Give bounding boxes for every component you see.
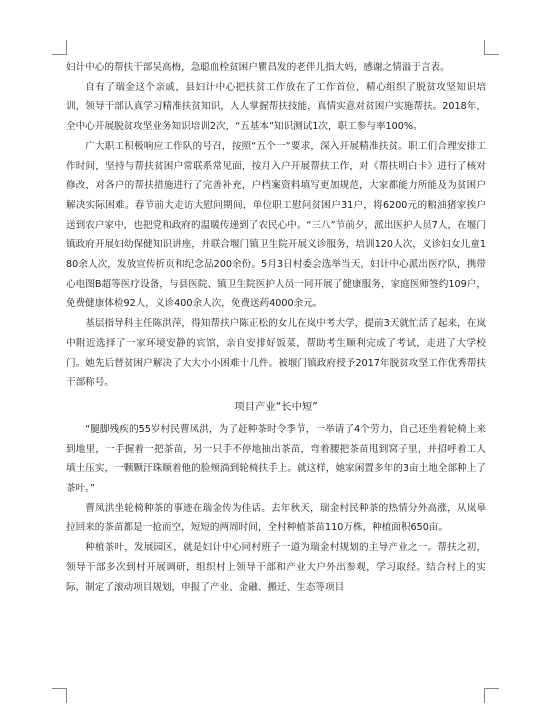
page-corner-mark-bottom-left bbox=[52, 688, 67, 703]
paragraph-training: 自有了瑞金这个亲戚，县妇计中心把扶贫工作放在了工作首位，精心组织了脱贫攻坚知识培训，领导干部认真学习精准扶贫知识，人人掌握帮扶技能，真情实意对贫困户实施帮扶。2018年，全中心开展脱贫攻坚业务知识培训2次，“五基本”知识测试1次，职工参与率100%。 bbox=[66, 81, 486, 133]
paragraph-exam-support: 基层指导科主任陈洪萍，得知帮扶户陈正松的女儿在岚中考大学，提前3天就忙活了起来，在岚中附近选择了一家环境安静的宾馆，亲自安排好饭菜，帮助考生顺利完成了考试，走进了大学校门。她先后替贫困户解决了大大小小困难十几件。被堰门镇政府授予2017年脱贫攻坚工作优秀帮扶干部称号。 bbox=[66, 318, 486, 389]
page-corner-mark-top-left bbox=[52, 40, 67, 55]
section-heading: 项目产业“长中短” bbox=[234, 400, 318, 413]
page-corner-mark-bottom-right bbox=[484, 688, 499, 703]
document-body bbox=[66, 58, 486, 708]
paragraph-continued: 妇计中心的帮扶干部吴高梅，急聪血栓贫困户瞿昌发的老伴儿指大妈，感谢之情溢于言表。 bbox=[66, 62, 450, 73]
page-corner-mark-top-right bbox=[484, 40, 499, 55]
paragraph-quote: “腿脚残疾的55岁村民曹凤洪，为了赶种茶时令季节，一举请了4个劳力，自己还坐着轮椅上来到地里，一手握着一把茶苗，另一只手不停地抽出茶苗，弯着腰把茶苗甩到窝子里，并招呼着工人填土压实，一颗颗汗珠顺着他的脸颊淌到轮椅扶手上。就这样，她家闲置多年的3亩土地全部种上了茶叶。” bbox=[66, 423, 486, 495]
paragraph-industry-plan: 种植茶叶，发展园区，就是妇计中心同村班子一道为瑞金村规划的主导产业之一。帮扶之初，领导干部多次到村开展调研，组织村上领导干部和产业大户外出参观，学习取经。结合村上的实际，制定了滚动项目规划，申报了产业、金融、搬迁、生态等项目 bbox=[66, 542, 486, 593]
paragraph-staff-action: 广大职工积极响应工作队的号召，按照“五个一”要求，深入开展精准扶贫。职工们合理安排工作时间，坚持与帮扶贫困户常联系常见面，按月入户开展帮扶工作，对《帮扶明白卡》进行了核对修改，对各户的帮扶措施进行了完善补充，户档案资料填写更加规范，大家都能力所能及为贫困户解决实际困难。春节前大走访大慰问期间，单位职工慰问贫困户31户，将6200元的粮油猪家挨户送到农户家中，也把党和政府的温暖传递到了农民心中。“三八”节前夕，派出医护人员7人，在堰门镇政府开展妇幼保健知识讲座，并联合堰门镇卫生院开展义诊服务，培训120人次，义诊妇女儿童180余人次，发放宣传折页和纪念品200余份。5月3日村委会选举当天，妇计中心派出医疗队，携带心电图B超等医疗设备，与县医院、镇卫生院医护人员一同开展了健康服务，家庭医师签约109户，免费健康体检92人，义诊400余人次，免费送药4000余元。 bbox=[66, 140, 486, 310]
paragraph-tea-planting: 曹凤洪坐轮椅种茶的事迹在瑞金传为佳话。去年秋天，瑞金村民种茶的热情分外高涨，从岚皋拉回来的茶苗都是一抢而空，短短的两周时间，全村种植茶苗110万株，种植面积650亩。 bbox=[66, 502, 486, 534]
